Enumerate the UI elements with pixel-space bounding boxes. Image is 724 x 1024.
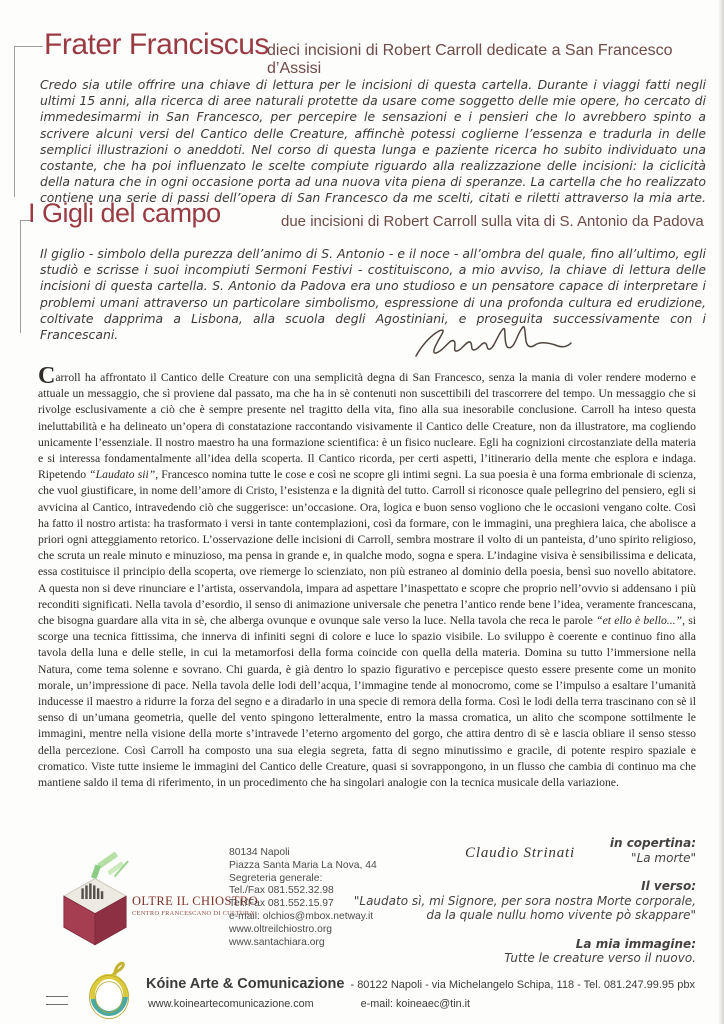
section2-title: I Gigli del campo	[28, 198, 221, 228]
verse-line: "Laudato sì, mi Signore, per sora nostra Morte corporale,	[353, 893, 696, 908]
section1-title: Frater Franciscus	[44, 28, 269, 61]
koine-address: - 80122 Napoli - via Michelangelo Schipa, 118 - Tel. 081.247.99.95 pbx	[350, 979, 695, 991]
section1-subtitle: dieci incisioni di Robert Carroll dedicate a San Francesco d’Assisi	[267, 42, 673, 77]
address-line: Tel./Fax 081.552.15.97	[229, 898, 334, 910]
address-line: www.santachiara.org	[229, 936, 325, 948]
essay-author: Claudio Strinati	[465, 845, 575, 861]
cover-title: "La morte"	[631, 850, 696, 865]
chiostro-wordmark: OLTRE IL CHIOSTRO	[132, 894, 259, 908]
chiostro-address-block	[229, 847, 377, 949]
registration-dash	[46, 996, 68, 997]
scan-edge-shade	[718, 0, 724, 1024]
main-essay	[38, 363, 697, 791]
section2-subtitle: due incisioni di Robert Carroll sulla vita di S. Antonio da Padova	[281, 213, 704, 230]
carroll-signature	[408, 316, 578, 364]
section2-intro-paragraph: Il giglio - simbolo della purezza dell’animo di S. Antonio - e il noce - all’ombra del quale, fino all’ultimo, egli studiò e scrisse i suoi incompiuti Sermoni Festivi - costituiscono, a mio avviso, la chiave di lettura delle incisioni di questa cartella. S. Antonio da Padova era uno studioso e un pensatore capace di interpretare i problemi umani attraverso un particolare simbolismo, espressione di una profonda cultura ed erudizione, coltivate dapprima a Lisbona, alla scuola degli Agostiniani, e proseguita successivamente con i Francescani.	[40, 246, 706, 343]
koine-title-line	[146, 976, 695, 992]
open-box-logo-icon	[58, 852, 132, 948]
registration-dash	[46, 1004, 68, 1005]
address-line: 80134 Napoli	[229, 847, 290, 858]
signature-scrawl-icon	[408, 316, 578, 364]
section2-corner-bracket	[20, 220, 33, 333]
koine-logo	[82, 958, 138, 1024]
koine-wordmark: Kóine Arte & Comunicazione	[146, 976, 345, 992]
address-line: Segreteria generale:	[229, 872, 323, 884]
cover-notes-column	[354, 836, 696, 966]
oltre-il-chiostro-logo	[58, 852, 132, 952]
cover-label: in copertina:	[609, 836, 696, 850]
section1-corner-bracket	[14, 46, 43, 197]
my-image-label: La mia immagine:	[575, 936, 696, 951]
essay-body: arroll ha affrontato il Cantico delle Creature con una semplicità degna di San Francesco, senza la mania di voler rendere moderno e attuale un messaggio, che sì proviene dal passato, ma che ha in sè contenuti non suscettibili del trascorrere del tempo. Un messaggio che si rivolge esclusivamente a ciò che è sempre presente nel tragitto della vita, fino alla sua inesorabile conclusione. Carroll ha inteso questa ineluttabilità e ha delineato un’opera di constatazione raccontando visivamente il Cantico delle Creature, non da illustratore, ma cogliendo unicamente l’essenziale. Il nostro maestro ha una formazione scientifica: è un fisico nucleare. Egli ha cognizioni circostanziate della materia e si interessa fondamentalmente all’idea della scoperta. Il Cantico ricorda, per certi aspetti, l’itinerario della mente che esplora e indaga. Ripetendo “Laudato sii”, Francesco nomina tutte le cose e così ne scopre gli intimi segni. La sua poesia è una forma embrionale di scienza, che vuol giustificare, in nome dell’amore di Cristo, l’esistenza e la dignità del tutto. Carroll si riconosce quale pellegrino del pensiero, egli si avvicina al Cantico, intravedendo ciò che suggerisce: un’occasione. Ora, logica e buon senso vogliono che le occasioni vengano colte. Così ha fatto il nostro artista: ha trasformato i versi in tante contemplazioni, così da formare, con le immagini, una preghiera laica, che abolisce a priori ogni atteggiamento retorico. L’osservazione delle incisioni di Carroll, sembra mostrare il volto di un panteista, d’uno spirito religioso, che scruta un reale minuto e minuzioso, ma pensa in grande e, in qualche modo, sogna e spera. L’indagine visiva è sensibilissima e delicata, essa costituisce il principio della scoperta, ove riemerge lo scienziato, non più estraneo al dominio della poesia, bensì suo novello abitatore. A questa non si deve rinunciare e l’artista, osservandola, impara ad aspettare l’inaspettato e scopre che proprio nell’ovvio si addensano i più reconditi significati. Nella tavola d’esordio, il senso di animazione universale che penetra l’antico rende bene l’idea, veramente francescana, che bisogna guardare alla vita in sè, che alberga ovunque e ovunque sale verso la luce. Nella tavola che reca le parole “et ello è bello...”, si scorge una tecnica fittissima, che innerva di infiniti segni di colore e luce lo spazio visibile. Lo sviluppo è coerente e continuo fino alla tavola della luna e delle stelle, in cui la metamorfosi della forma coincide con quella della materia. Domina su tutto l’immersione nella Natura, come tema solenne e sovrano. Chi guarda, è già dentro lo spazio figurativo e percepisce questo essere presente come un monito morale, un’impressione di pace. Nella tavola delle lodi dell’acqua, l’immagine tende al monocromo, come se l’impulso a esaltare l’umanità inducesse il maestro a ridurre la forza del segno e a diradarlo in una specie di remora della forma. Così le lodi della terra trascinano con sè il senso di un’umana geometria, quelle del vento spingono letteralmente, entro la massa cromatica, un alito che scompone sottilmente le immagini, mentre nella visione della morte s’intravede l’eterno argomento del gorgo, che attira dentro di sè e lascia obliare il senso stesso della percezione. Così Carroll ha composto una sua elegia segreta, fatta di segno minutissimo e gracile, di potente respiro spaziale e cromatico. Viste tutte insieme le immagini del Cantico delle Creature, quasi si sovrappongono, in un flusso che cambia di continuo ma che mantiene saldo il tema di riferimento, in un procedimento che ha singolari analogie con la tecnica musicale della variazione.	[38, 371, 697, 790]
my-image-value: Tutte le creature verso il nuovo.	[504, 951, 696, 965]
verse-label: Il verso:	[641, 879, 696, 893]
verse-line: da la quale nullu homo vivente pò skappare"	[426, 908, 696, 922]
koine-contacts-line	[148, 998, 470, 1010]
koine-website: www.koineartecomunicazione.com	[148, 998, 314, 1010]
koine-email: e-mail: koineaec@tin.it	[360, 998, 471, 1010]
apple-ring-logo-icon	[82, 958, 138, 1020]
section1-intro-paragraph: Credo sia utile offrire una chiave di lettura per le incisioni di questa cartella. Durante i viaggi fatti negli ultimi 15 anni, alla ricerca di aree naturali protette da usare come soggetto delle mie opere, ho cercato di immedesimarmi in San Francesco, per percepire le sensazioni e i pensieri che lo avrebbero spinto a scrivere alcuni versi del Cantico delle Creature, affinchè potessi coglierne l’essenza e tradurla in delle semplici illustrazioni o aneddoti. Nel corso di questa lunga e paziente ricerca ho subito individuato una costante, che ha poi influenzato le scelte compiute riguardo alla realizzazione delle incisioni: la ciclicità della natura che in ogni occasione porta ad una nuova vita piena di speranze. La cartella che ho realizzato contiene una serie di passi dell’opera di San Francesco da me scelti, citati e riletti attraverso la mia arte.	[40, 77, 706, 206]
address-line: www.oltreilchiostro.org	[229, 923, 333, 935]
address-line: Piazza Santa Maria La Nova, 44	[229, 859, 377, 871]
address-line: Tel./Fax 081.552.32.98	[229, 885, 334, 897]
essay-dropcap: C	[38, 363, 56, 389]
address-line: e-mail: olchios@mbox.netway.it	[229, 910, 374, 922]
chiostro-tagline: CENTRO FRANCESCANO DI CULTURA	[132, 910, 255, 917]
